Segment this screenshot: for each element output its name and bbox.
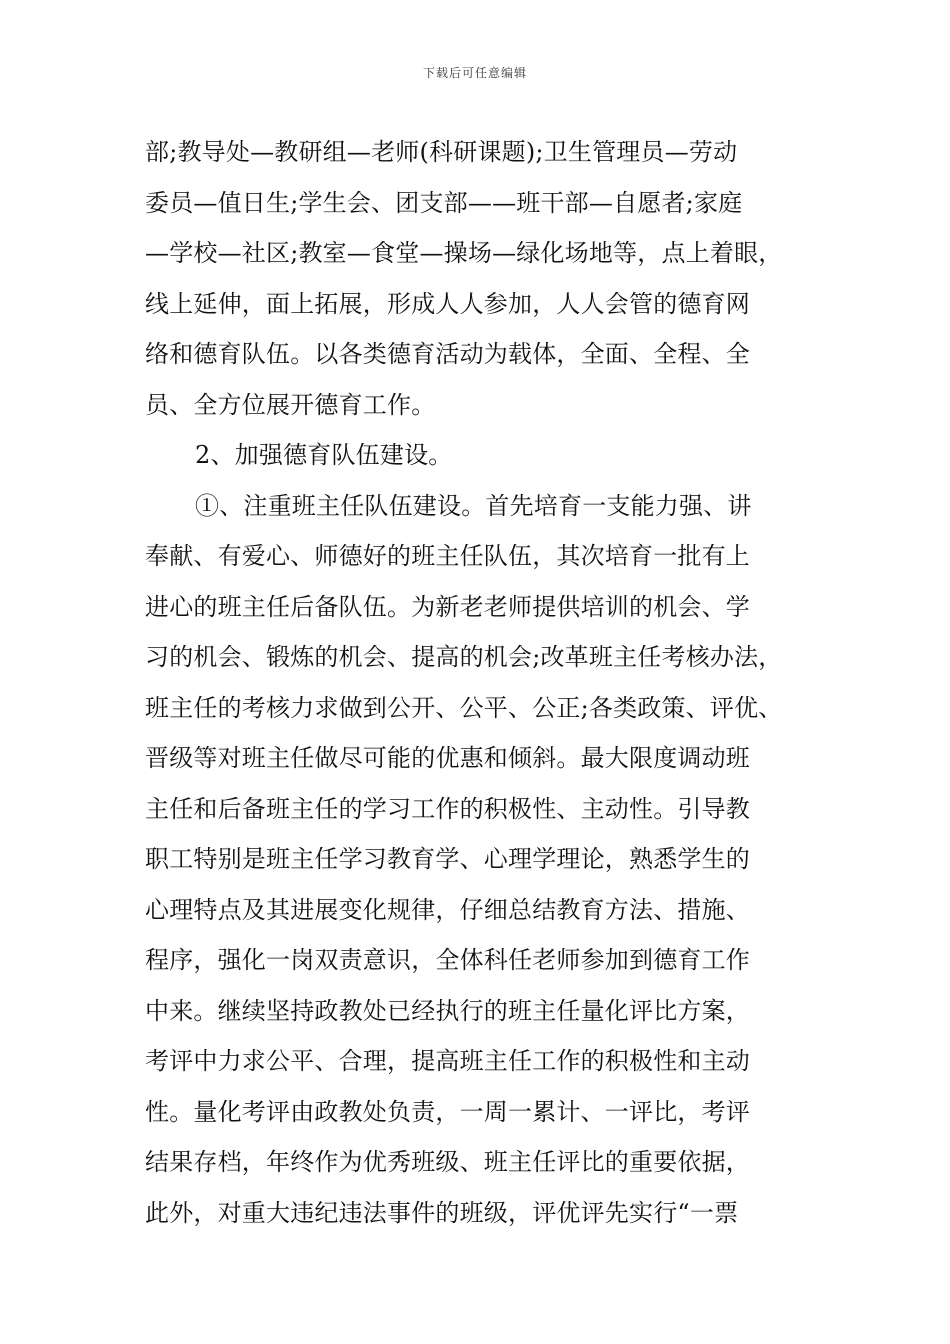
paragraph-start-line: ①、注重班主任队伍建设。首先培育一支能力强、讲	[195, 491, 752, 520]
text-line: 部;教导处—教研组—老师(科研课题);卫生管理员—劳动	[145, 138, 738, 166]
text-line: 进心的班主任后备队伍。为新老老师提供培训的机会、学	[145, 592, 750, 621]
text-line: 络和德育队伍。以各类德育活动为载体，全面、全程、全	[145, 340, 750, 368]
text-line: 考评中力求公平、合理，提高班主任工作的积极性和主动	[145, 1047, 750, 1075]
text-line: 线上延伸，面上拓展，形成人人参加，人人会管的德育网	[145, 289, 750, 318]
text-line: 晋级等对班主任做尽可能的优惠和倾斜。最大限度调动班	[145, 744, 750, 772]
section-heading: 2、加强德育队伍建设。	[195, 441, 453, 469]
text-line: 性。量化考评由政教处负责，一周一累计、一评比，考评	[145, 1097, 750, 1126]
text-line: 主任和后备班主任的学习工作的积极性、主动性。引导教	[145, 794, 750, 823]
text-line: 委员—值日生;学生会、团支部——班干部—自愿者;家庭	[145, 188, 743, 217]
text-line: 职工特别是班主任学习教育学、心理学理论，熟悉学生的	[145, 845, 750, 873]
text-line: 中来。继续坚持政教处已经执行的班主任量化评比方案，	[145, 996, 750, 1025]
page-header-note: 下载后可任意编辑	[422, 66, 527, 80]
text-line: 习的机会、锻炼的机会、提高的机会;改革班主任考核办法，	[145, 643, 783, 671]
text-line: 结果存档，年终作为优秀班级、班主任评比的重要依据，	[145, 1148, 750, 1176]
text-line: —学校—社区;教室—食堂—操场—绿化场地等，点上着眼，	[145, 239, 783, 267]
text-line: 员、全方位展开德育工作。	[145, 390, 436, 419]
text-line: 班主任的考核力求做到公开、公平、公正;各类政策、评优、	[145, 693, 783, 722]
text-line: 奉献、有爱心、师德好的班主任队伍，其次培育一批有上	[145, 542, 750, 570]
text-line: 此外，对重大违纪违法事件的班级，评优评先实行“一票	[145, 1198, 739, 1227]
text-line: 程序，强化一岗双责意识，全体科任老师参加到德育工作	[145, 946, 750, 974]
text-line: 心理特点及其进展变化规律，仔细总结教育方法、措施、	[145, 895, 750, 924]
document-body	[145, 127, 845, 1238]
